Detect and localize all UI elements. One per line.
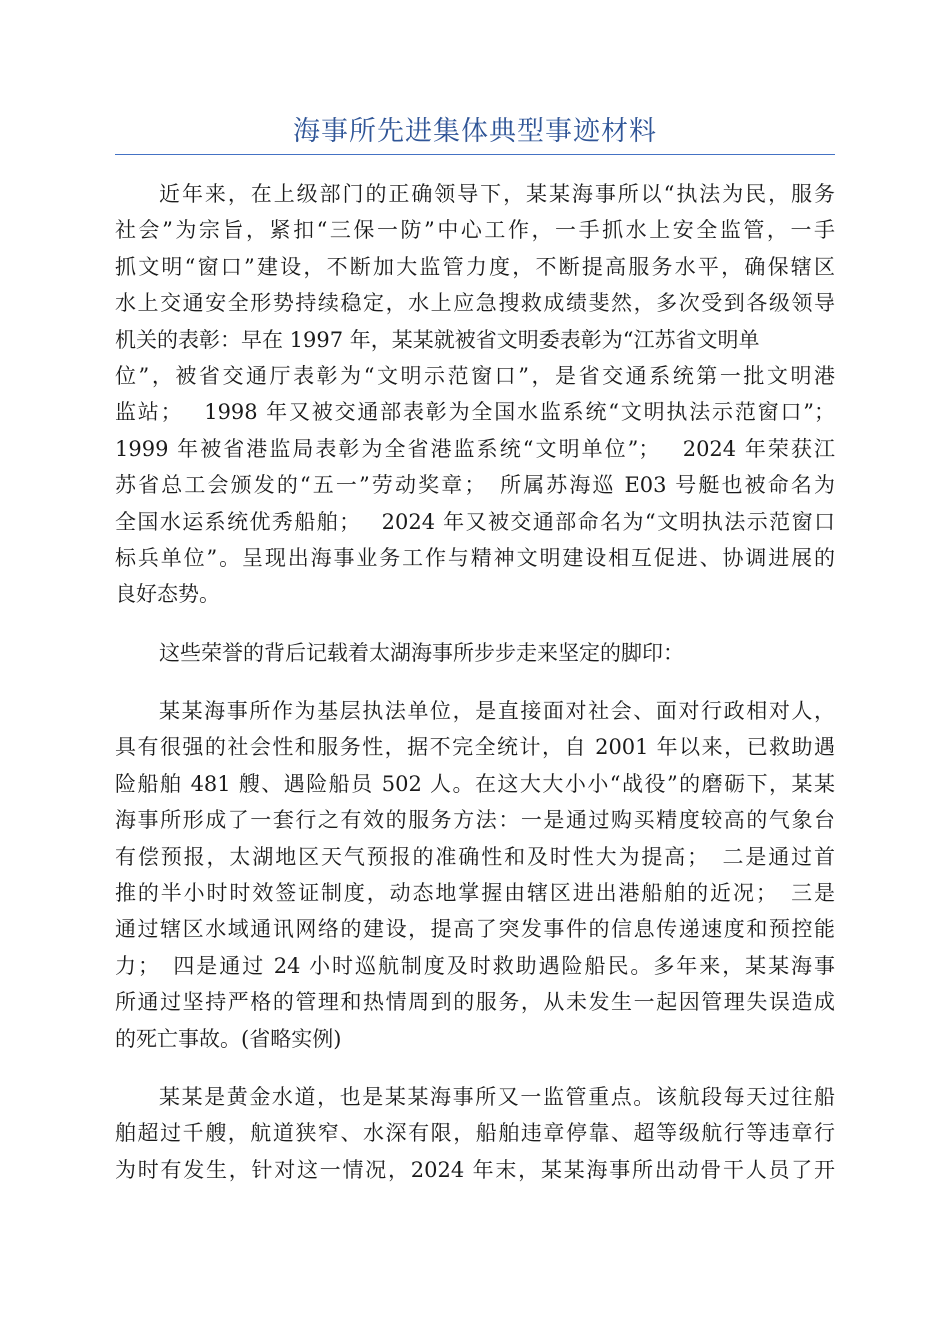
text-line: 海事所形成了一套行之有效的服务方法：一是通过购买精度较高的气象台	[115, 808, 835, 833]
text-line: 抓文明“窗口”建设，不断加大监管力度，不断提高服务水平，确保辖区	[115, 254, 835, 279]
text-line: 某某海事所作为基层执法单位，是直接面对社会、面对行政相对人，	[159, 699, 835, 724]
text-line: 力； 四是通过 24 小时巡航制度及时救助遇险船民。多年来，某某海事	[115, 953, 835, 978]
text-line: 具有很强的社会性和服务性，据不完全统计，自 2001 年以来，已救助遇	[115, 735, 835, 760]
text-line: 1999 年被省港监局表彰为全省港监系统“文明单位”； 2024 年荣获江	[115, 436, 835, 461]
text-line: 通过辖区水域通讯网络的建设，提高了突发事件的信息传递速度和预控能	[115, 917, 835, 942]
text-line: 某某是黄金水道，也是某某海事所又一监管重点。该航段每天过往船	[159, 1084, 835, 1109]
text-line: 社会”为宗旨，紧扣“三保一防”中心工作，一手抓水上安全监管，一手	[115, 218, 835, 243]
text-line: 水上交通安全形势持续稳定，水上应急搜救成绩斐然，多次受到各级领导	[115, 291, 835, 316]
text-line: 险船舶 481 艘、遇险船员 502 人。在这大大小小“战役”的磨砺下，某某	[115, 771, 835, 796]
paragraph-intro	[115, 635, 835, 671]
title-underline	[115, 154, 835, 155]
document-body	[115, 176, 835, 1210]
text-line: 监站； 1998 年又被交通部表彰为全国水监系统“文明执法示范窗口”；	[115, 400, 835, 425]
text-line: 机关的表彰：早在 1997 年，某某就被省文明委表彰为“江苏省文明单	[115, 327, 760, 352]
text-line: 这些荣誉的背后记载着太湖海事所步步走来坚定的脚印：	[159, 640, 684, 665]
text-line: 为时有发生，针对这一情况，2024 年末，某某海事所出动骨干人员了开	[115, 1157, 835, 1182]
text-line: 位”，被省交通厅表彰为“文明示范窗口”，是省交通系统第一批文明港	[115, 363, 835, 388]
text-line: 的死亡事故。(省略实例)	[115, 1026, 342, 1051]
text-line: 有偿预报，太湖地区天气预报的准确性和及时性大为提高； 二是通过首	[115, 844, 835, 869]
text-line: 近年来，在上级部门的正确领导下，某某海事所以“执法为民，服务	[159, 182, 835, 206]
text-line: 苏省总工会颁发的“五一”劳动奖章； 所属苏海巡 E03 号艇也被命名为	[115, 473, 835, 498]
text-line: 标兵单位”。呈现出海事业务工作与精神文明建设相互促进、协调进展的	[115, 545, 835, 570]
paragraph-honors	[115, 176, 835, 613]
document-title: 海事所先进集体典型事迹材料	[293, 116, 657, 147]
text-line: 舶超过千艘，航道狭窄、水深有限，船舶违章停靠、超等级航行等违章行	[115, 1121, 835, 1146]
text-line: 推的半小时时效签证制度，动态地掌握由辖区进出港船舶的近况； 三是	[115, 881, 835, 906]
paragraph-waterway	[115, 1079, 835, 1188]
text-line: 所通过坚持严格的管理和热情周到的服务，从未发生一起因管理失误造成	[115, 990, 835, 1015]
text-line: 良好态势。	[115, 582, 220, 607]
text-line: 全国水运系统优秀船舶； 2024 年又被交通部命名为“文明执法示范窗口	[115, 509, 835, 534]
paragraph-rescue	[115, 693, 835, 1057]
